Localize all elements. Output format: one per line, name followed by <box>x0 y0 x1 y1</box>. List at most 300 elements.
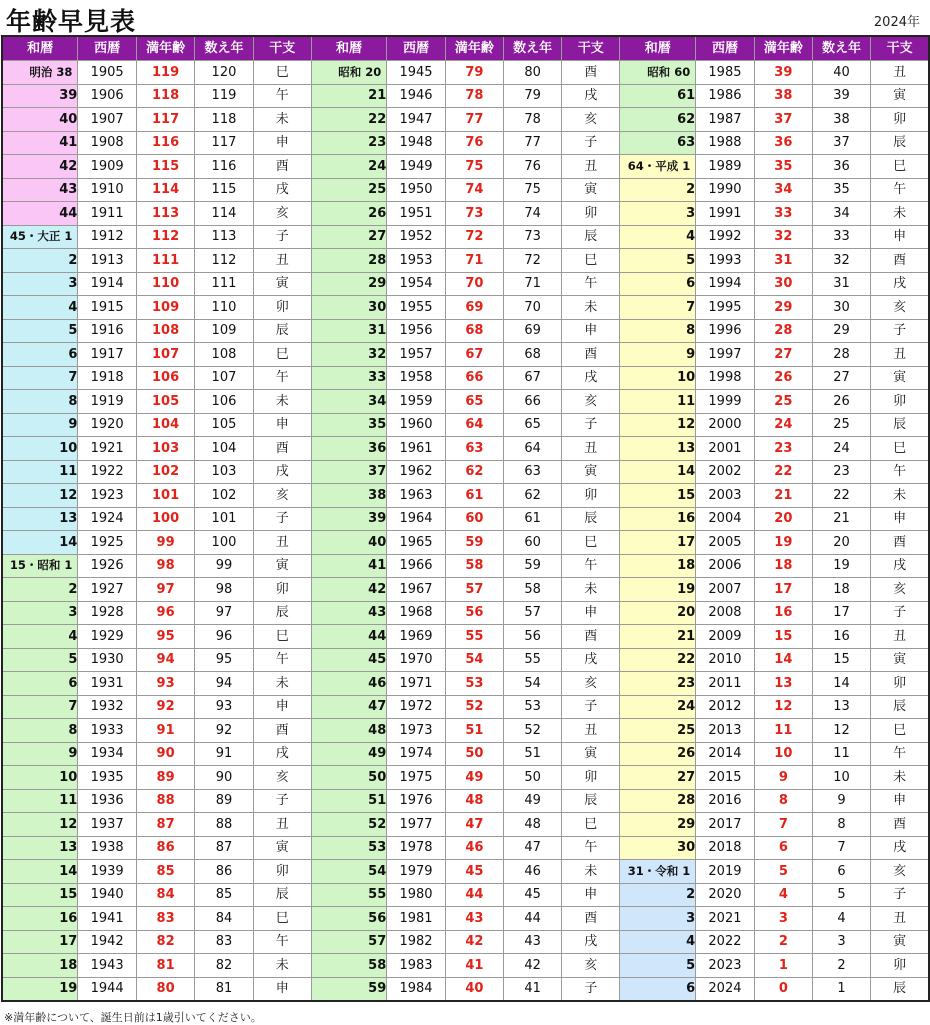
age-chart-table <box>1 35 930 1002</box>
man-nenrei-cell: 82 <box>136 930 194 954</box>
eto-cell: 午 <box>871 460 929 484</box>
wareki-cell: 3 <box>620 907 696 931</box>
wareki-cell: 45・大正 1 <box>2 225 78 249</box>
seireki-cell: 1978 <box>387 836 446 860</box>
wareki-cell: 15 <box>620 484 696 508</box>
eto-cell: 未 <box>253 672 311 696</box>
wareki-cell: 28 <box>311 249 386 273</box>
man-nenrei-cell: 65 <box>445 390 503 414</box>
wareki-cell: 40 <box>2 108 78 132</box>
kazoe-cell: 46 <box>504 860 562 884</box>
man-nenrei-cell: 115 <box>136 155 194 179</box>
eto-cell: 卯 <box>871 954 929 978</box>
wareki-cell: 9 <box>2 742 78 766</box>
wareki-cell: 18 <box>620 554 696 578</box>
wareki-cell: 8 <box>2 719 78 743</box>
seireki-cell: 1968 <box>387 601 446 625</box>
kazoe-cell: 95 <box>195 648 253 672</box>
seireki-cell: 2016 <box>696 789 755 813</box>
kazoe-cell: 114 <box>195 202 253 226</box>
kazoe-cell: 22 <box>812 484 870 508</box>
header-seireki: 西暦 <box>78 36 137 61</box>
man-nenrei-cell: 118 <box>136 84 194 108</box>
wareki-cell: 32 <box>311 343 386 367</box>
wareki-cell: 62 <box>620 108 696 132</box>
kazoe-cell: 69 <box>504 319 562 343</box>
man-nenrei-cell: 33 <box>754 202 812 226</box>
wareki-cell: 51 <box>311 789 386 813</box>
kazoe-cell: 15 <box>812 648 870 672</box>
man-nenrei-cell: 63 <box>445 437 503 461</box>
eto-cell: 寅 <box>562 178 620 202</box>
man-nenrei-cell: 64 <box>445 413 503 437</box>
wareki-cell: 3 <box>2 272 78 296</box>
man-nenrei-cell: 119 <box>136 61 194 85</box>
kazoe-cell: 75 <box>504 178 562 202</box>
eto-cell: 子 <box>562 695 620 719</box>
man-nenrei-cell: 99 <box>136 531 194 555</box>
seireki-cell: 1918 <box>78 366 137 390</box>
eto-cell: 卯 <box>871 672 929 696</box>
seireki-cell: 1985 <box>696 61 755 85</box>
wareki-cell: 6 <box>620 272 696 296</box>
kazoe-cell: 109 <box>195 319 253 343</box>
header-man-nenrei: 満年齢 <box>754 36 812 61</box>
eto-cell: 寅 <box>562 742 620 766</box>
wareki-cell: 11 <box>2 789 78 813</box>
seireki-cell: 1993 <box>696 249 755 273</box>
seireki-cell: 1990 <box>696 178 755 202</box>
kazoe-cell: 70 <box>504 296 562 320</box>
wareki-cell: 52 <box>311 813 386 837</box>
kazoe-cell: 87 <box>195 836 253 860</box>
kazoe-cell: 115 <box>195 178 253 202</box>
eto-cell: 未 <box>871 766 929 790</box>
kazoe-cell: 23 <box>812 460 870 484</box>
eto-cell: 子 <box>253 507 311 531</box>
eto-cell: 丑 <box>871 907 929 931</box>
kazoe-cell: 90 <box>195 766 253 790</box>
eto-cell: 午 <box>562 554 620 578</box>
kazoe-cell: 11 <box>812 742 870 766</box>
header-man-nenrei: 満年齢 <box>445 36 503 61</box>
seireki-cell: 1974 <box>387 742 446 766</box>
seireki-cell: 1916 <box>78 319 137 343</box>
man-nenrei-cell: 90 <box>136 742 194 766</box>
table-row <box>2 531 929 555</box>
table-row <box>2 554 929 578</box>
kazoe-cell: 58 <box>504 578 562 602</box>
man-nenrei-cell: 16 <box>754 601 812 625</box>
man-nenrei-cell: 117 <box>136 108 194 132</box>
seireki-cell: 1954 <box>387 272 446 296</box>
seireki-cell: 1915 <box>78 296 137 320</box>
eto-cell: 酉 <box>562 61 620 85</box>
man-nenrei-cell: 12 <box>754 695 812 719</box>
wareki-cell: 11 <box>620 390 696 414</box>
eto-cell: 午 <box>871 742 929 766</box>
eto-cell: 亥 <box>253 484 311 508</box>
seireki-cell: 1988 <box>696 131 755 155</box>
kazoe-cell: 73 <box>504 225 562 249</box>
kazoe-cell: 34 <box>812 202 870 226</box>
eto-cell: 未 <box>871 484 929 508</box>
seireki-cell: 2000 <box>696 413 755 437</box>
eto-cell: 卯 <box>253 296 311 320</box>
kazoe-cell: 7 <box>812 836 870 860</box>
eto-cell: 巳 <box>253 907 311 931</box>
table-row <box>2 131 929 155</box>
seireki-cell: 1910 <box>78 178 137 202</box>
page-title: 年齢早見表 <box>6 7 137 36</box>
seireki-cell: 1957 <box>387 343 446 367</box>
kazoe-cell: 21 <box>812 507 870 531</box>
kazoe-cell: 91 <box>195 742 253 766</box>
man-nenrei-cell: 108 <box>136 319 194 343</box>
kazoe-cell: 112 <box>195 249 253 273</box>
kazoe-cell: 38 <box>812 108 870 132</box>
eto-cell: 亥 <box>562 954 620 978</box>
man-nenrei-cell: 69 <box>445 296 503 320</box>
kazoe-cell: 63 <box>504 460 562 484</box>
wareki-cell: 14 <box>2 860 78 884</box>
eto-cell: 卯 <box>562 202 620 226</box>
wareki-cell: 12 <box>2 484 78 508</box>
kazoe-cell: 27 <box>812 366 870 390</box>
table-body <box>2 61 929 1002</box>
kazoe-cell: 120 <box>195 61 253 85</box>
seireki-cell: 1964 <box>387 507 446 531</box>
seireki-cell: 1960 <box>387 413 446 437</box>
kazoe-cell: 19 <box>812 554 870 578</box>
kazoe-cell: 67 <box>504 366 562 390</box>
table-row <box>2 108 929 132</box>
man-nenrei-cell: 35 <box>754 155 812 179</box>
eto-cell: 申 <box>871 789 929 813</box>
wareki-cell: 明治 38 <box>2 61 78 85</box>
man-nenrei-cell: 85 <box>136 860 194 884</box>
header-man-nenrei: 満年齢 <box>136 36 194 61</box>
eto-cell: 巳 <box>253 61 311 85</box>
seireki-cell: 2015 <box>696 766 755 790</box>
man-nenrei-cell: 47 <box>445 813 503 837</box>
kazoe-cell: 66 <box>504 390 562 414</box>
man-nenrei-cell: 19 <box>754 531 812 555</box>
man-nenrei-cell: 54 <box>445 648 503 672</box>
man-nenrei-cell: 86 <box>136 836 194 860</box>
kazoe-cell: 61 <box>504 507 562 531</box>
seireki-cell: 1946 <box>387 84 446 108</box>
eto-cell: 寅 <box>562 460 620 484</box>
kazoe-cell: 10 <box>812 766 870 790</box>
seireki-cell: 1984 <box>387 977 446 1001</box>
wareki-cell: 17 <box>2 930 78 954</box>
eto-cell: 子 <box>562 131 620 155</box>
seireki-cell: 1969 <box>387 625 446 649</box>
man-nenrei-cell: 62 <box>445 460 503 484</box>
man-nenrei-cell: 13 <box>754 672 812 696</box>
eto-cell: 戌 <box>871 836 929 860</box>
seireki-cell: 1911 <box>78 202 137 226</box>
table-row <box>2 695 929 719</box>
table-row <box>2 507 929 531</box>
man-nenrei-cell: 45 <box>445 860 503 884</box>
man-nenrei-cell: 104 <box>136 413 194 437</box>
wareki-cell: 56 <box>311 907 386 931</box>
seireki-cell: 1948 <box>387 131 446 155</box>
seireki-cell: 1928 <box>78 601 137 625</box>
wareki-cell: 24 <box>620 695 696 719</box>
kazoe-cell: 40 <box>812 61 870 85</box>
header-wareki: 和暦 <box>620 36 696 61</box>
kazoe-cell: 26 <box>812 390 870 414</box>
wareki-cell: 39 <box>311 507 386 531</box>
wareki-cell: 2 <box>620 883 696 907</box>
kazoe-cell: 41 <box>504 977 562 1001</box>
eto-cell: 戌 <box>253 178 311 202</box>
man-nenrei-cell: 100 <box>136 507 194 531</box>
man-nenrei-cell: 18 <box>754 554 812 578</box>
seireki-cell: 1926 <box>78 554 137 578</box>
eto-cell: 卯 <box>871 390 929 414</box>
wareki-cell: 50 <box>311 766 386 790</box>
kazoe-cell: 80 <box>504 61 562 85</box>
seireki-cell: 1953 <box>387 249 446 273</box>
man-nenrei-cell: 37 <box>754 108 812 132</box>
wareki-cell: 15 <box>2 883 78 907</box>
wareki-cell: 27 <box>620 766 696 790</box>
wareki-cell: 4 <box>620 225 696 249</box>
man-nenrei-cell: 88 <box>136 789 194 813</box>
seireki-cell: 1912 <box>78 225 137 249</box>
kazoe-cell: 29 <box>812 319 870 343</box>
kazoe-cell: 56 <box>504 625 562 649</box>
table-row <box>2 954 929 978</box>
seireki-cell: 1981 <box>387 907 446 931</box>
eto-cell: 卯 <box>253 860 311 884</box>
man-nenrei-cell: 114 <box>136 178 194 202</box>
seireki-cell: 1931 <box>78 672 137 696</box>
wareki-cell: 47 <box>311 695 386 719</box>
kazoe-cell: 84 <box>195 907 253 931</box>
seireki-cell: 2021 <box>696 907 755 931</box>
eto-cell: 酉 <box>871 249 929 273</box>
wareki-cell: 59 <box>311 977 386 1001</box>
man-nenrei-cell: 0 <box>754 977 812 1001</box>
seireki-cell: 1906 <box>78 84 137 108</box>
wareki-cell: 38 <box>311 484 386 508</box>
eto-cell: 未 <box>253 390 311 414</box>
kazoe-cell: 105 <box>195 413 253 437</box>
eto-cell: 辰 <box>562 789 620 813</box>
kazoe-cell: 81 <box>195 977 253 1001</box>
man-nenrei-cell: 70 <box>445 272 503 296</box>
man-nenrei-cell: 30 <box>754 272 812 296</box>
seireki-cell: 1944 <box>78 977 137 1001</box>
man-nenrei-cell: 103 <box>136 437 194 461</box>
header-row <box>2 36 929 61</box>
table-row <box>2 484 929 508</box>
seireki-cell: 1913 <box>78 249 137 273</box>
wareki-cell: 5 <box>620 249 696 273</box>
kazoe-cell: 110 <box>195 296 253 320</box>
man-nenrei-cell: 93 <box>136 672 194 696</box>
kazoe-cell: 64 <box>504 437 562 461</box>
man-nenrei-cell: 49 <box>445 766 503 790</box>
kazoe-cell: 76 <box>504 155 562 179</box>
seireki-cell: 1947 <box>387 108 446 132</box>
seireki-cell: 2011 <box>696 672 755 696</box>
wareki-cell: 4 <box>2 625 78 649</box>
wareki-cell: 5 <box>2 319 78 343</box>
man-nenrei-cell: 84 <box>136 883 194 907</box>
wareki-cell: 昭和 60 <box>620 61 696 85</box>
wareki-cell: 2 <box>620 178 696 202</box>
wareki-cell: 20 <box>620 601 696 625</box>
wareki-cell: 44 <box>311 625 386 649</box>
kazoe-cell: 24 <box>812 437 870 461</box>
wareki-cell: 25 <box>620 719 696 743</box>
man-nenrei-cell: 81 <box>136 954 194 978</box>
table-row <box>2 437 929 461</box>
seireki-cell: 1970 <box>387 648 446 672</box>
kazoe-cell: 107 <box>195 366 253 390</box>
wareki-cell: 46 <box>311 672 386 696</box>
man-nenrei-cell: 6 <box>754 836 812 860</box>
kazoe-cell: 5 <box>812 883 870 907</box>
man-nenrei-cell: 106 <box>136 366 194 390</box>
wareki-cell: 19 <box>2 977 78 1001</box>
man-nenrei-cell: 44 <box>445 883 503 907</box>
man-nenrei-cell: 1 <box>754 954 812 978</box>
eto-cell: 巳 <box>562 249 620 273</box>
man-nenrei-cell: 66 <box>445 366 503 390</box>
eto-cell: 酉 <box>253 719 311 743</box>
man-nenrei-cell: 20 <box>754 507 812 531</box>
wareki-cell: 10 <box>620 366 696 390</box>
seireki-cell: 1972 <box>387 695 446 719</box>
kazoe-cell: 42 <box>504 954 562 978</box>
wareki-cell: 4 <box>620 930 696 954</box>
kazoe-cell: 60 <box>504 531 562 555</box>
man-nenrei-cell: 34 <box>754 178 812 202</box>
seireki-cell: 1973 <box>387 719 446 743</box>
kazoe-cell: 35 <box>812 178 870 202</box>
table-row <box>2 578 929 602</box>
man-nenrei-cell: 102 <box>136 460 194 484</box>
man-nenrei-cell: 91 <box>136 719 194 743</box>
eto-cell: 卯 <box>253 578 311 602</box>
table-row <box>2 601 929 625</box>
man-nenrei-cell: 10 <box>754 742 812 766</box>
wareki-cell: 25 <box>311 178 386 202</box>
eto-cell: 酉 <box>562 343 620 367</box>
wareki-cell: 42 <box>311 578 386 602</box>
kazoe-cell: 16 <box>812 625 870 649</box>
eto-cell: 戌 <box>871 554 929 578</box>
man-nenrei-cell: 21 <box>754 484 812 508</box>
header-wareki: 和暦 <box>2 36 78 61</box>
eto-cell: 辰 <box>871 131 929 155</box>
wareki-cell: 16 <box>620 507 696 531</box>
kazoe-cell: 8 <box>812 813 870 837</box>
table-row <box>2 742 929 766</box>
kazoe-cell: 74 <box>504 202 562 226</box>
eto-cell: 未 <box>562 860 620 884</box>
table-row <box>2 84 929 108</box>
table-row <box>2 319 929 343</box>
man-nenrei-cell: 15 <box>754 625 812 649</box>
table-row <box>2 883 929 907</box>
kazoe-cell: 1 <box>812 977 870 1001</box>
kazoe-cell: 55 <box>504 648 562 672</box>
eto-cell: 亥 <box>871 860 929 884</box>
seireki-cell: 1932 <box>78 695 137 719</box>
header-kazoe: 数え年 <box>504 36 562 61</box>
seireki-cell: 2019 <box>696 860 755 884</box>
kazoe-cell: 86 <box>195 860 253 884</box>
kazoe-cell: 39 <box>812 84 870 108</box>
kazoe-cell: 101 <box>195 507 253 531</box>
wareki-cell: 7 <box>620 296 696 320</box>
man-nenrei-cell: 46 <box>445 836 503 860</box>
man-nenrei-cell: 97 <box>136 578 194 602</box>
eto-cell: 子 <box>562 413 620 437</box>
man-nenrei-cell: 105 <box>136 390 194 414</box>
kazoe-cell: 88 <box>195 813 253 837</box>
seireki-cell: 1963 <box>387 484 446 508</box>
man-nenrei-cell: 31 <box>754 249 812 273</box>
seireki-cell: 1999 <box>696 390 755 414</box>
wareki-cell: 57 <box>311 930 386 954</box>
seireki-cell: 1977 <box>387 813 446 837</box>
kazoe-cell: 117 <box>195 131 253 155</box>
eto-cell: 酉 <box>871 813 929 837</box>
kazoe-cell: 37 <box>812 131 870 155</box>
man-nenrei-cell: 111 <box>136 249 194 273</box>
kazoe-cell: 106 <box>195 390 253 414</box>
kazoe-cell: 28 <box>812 343 870 367</box>
man-nenrei-cell: 67 <box>445 343 503 367</box>
wareki-cell: 29 <box>620 813 696 837</box>
wareki-cell: 44 <box>2 202 78 226</box>
eto-cell: 卯 <box>562 766 620 790</box>
wareki-cell: 41 <box>311 554 386 578</box>
eto-cell: 酉 <box>253 437 311 461</box>
wareki-cell: 15・昭和 1 <box>2 554 78 578</box>
table-row <box>2 813 929 837</box>
kazoe-cell: 9 <box>812 789 870 813</box>
seireki-cell: 1992 <box>696 225 755 249</box>
kazoe-cell: 118 <box>195 108 253 132</box>
table-row <box>2 202 929 226</box>
seireki-cell: 1997 <box>696 343 755 367</box>
man-nenrei-cell: 22 <box>754 460 812 484</box>
eto-cell: 丑 <box>562 719 620 743</box>
seireki-cell: 1935 <box>78 766 137 790</box>
seireki-cell: 1991 <box>696 202 755 226</box>
man-nenrei-cell: 74 <box>445 178 503 202</box>
eto-cell: 申 <box>562 601 620 625</box>
man-nenrei-cell: 27 <box>754 343 812 367</box>
kazoe-cell: 3 <box>812 930 870 954</box>
seireki-cell: 1924 <box>78 507 137 531</box>
table-row <box>2 272 929 296</box>
kazoe-cell: 97 <box>195 601 253 625</box>
man-nenrei-cell: 7 <box>754 813 812 837</box>
seireki-cell: 1938 <box>78 836 137 860</box>
wareki-cell: 42 <box>2 155 78 179</box>
